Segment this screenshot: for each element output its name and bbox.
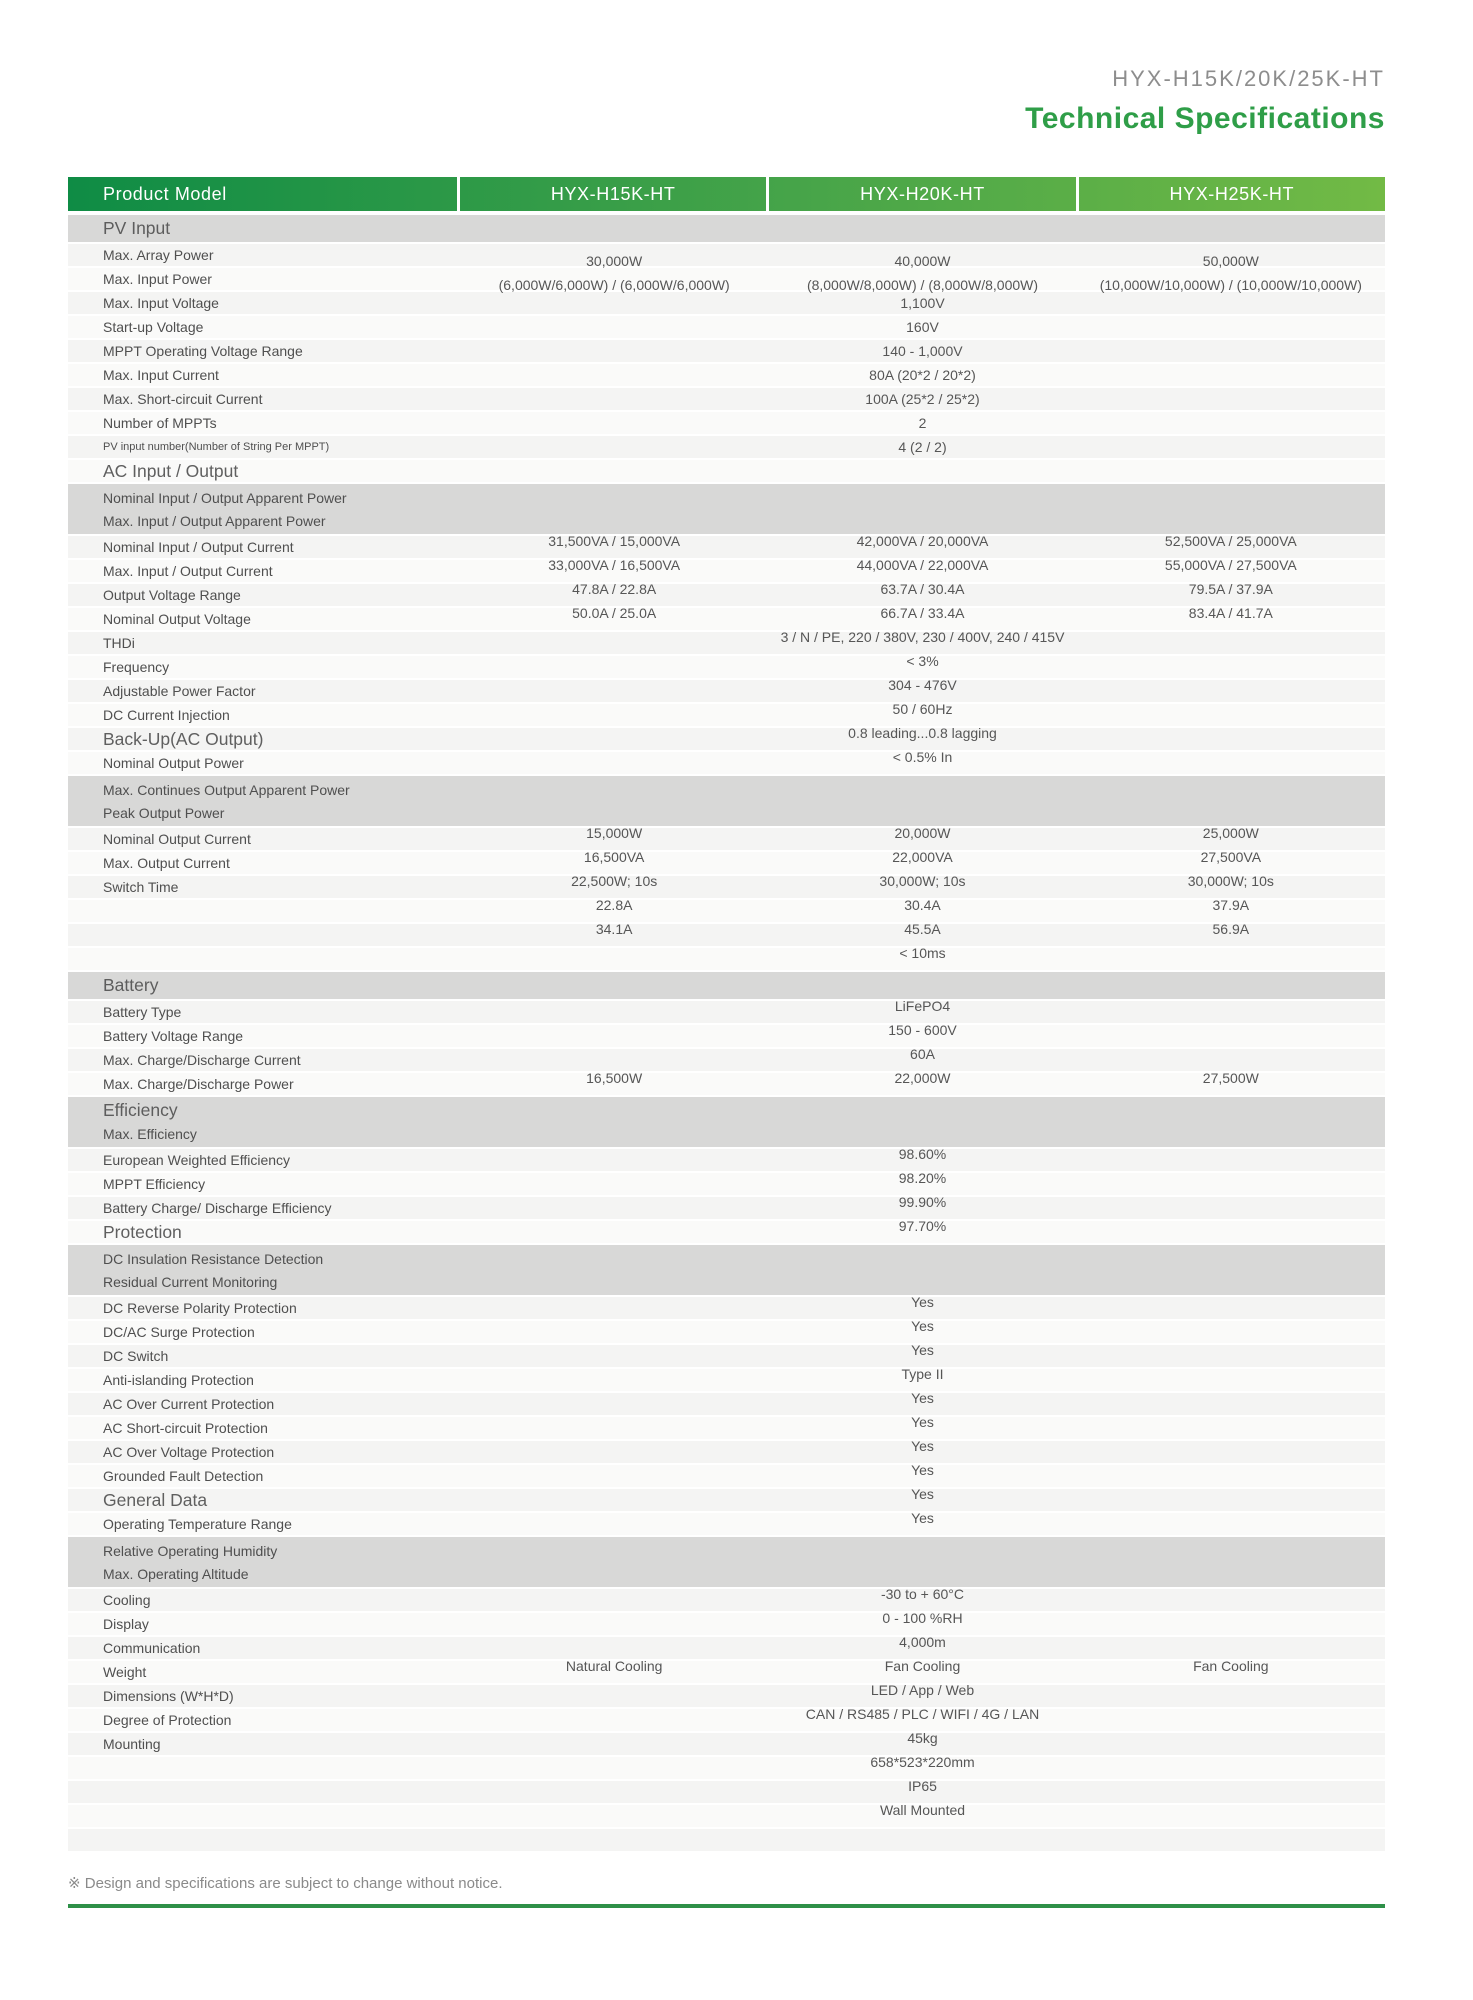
spec-value: 55,000VA / 27,500VA	[1164, 557, 1297, 573]
spec-value: 98.20%	[898, 1170, 947, 1186]
spec-value: Yes	[911, 1294, 934, 1310]
spec-value: Yes	[911, 1510, 934, 1526]
spec-value: Type II	[901, 1366, 944, 1382]
spec-values	[460, 897, 1385, 913]
spec-value: 15,000W	[586, 825, 643, 841]
spec-values	[460, 1730, 1385, 1746]
spec-values	[460, 1778, 1385, 1794]
spec-value: 44,000VA / 22,000VA	[856, 557, 989, 573]
spec-values	[460, 873, 1385, 889]
spec-values	[460, 1022, 1385, 1038]
spec-value: 37.9A	[1212, 897, 1250, 913]
spec-value: 79.5A / 37.9A	[1188, 581, 1273, 597]
spec-label: Max. Input / Output Apparent Power	[103, 512, 326, 529]
spec-value: 66.7A / 33.4A	[880, 605, 965, 621]
spec-label: Max. Charge/Discharge Current	[103, 1052, 301, 1068]
section-band	[68, 776, 1385, 828]
spec-value: -30 to + 60°C	[880, 1586, 965, 1602]
spec-label: Max. Input / Output Current	[103, 563, 273, 579]
spec-table-body	[68, 215, 1385, 1853]
spec-values	[460, 1510, 1385, 1526]
spec-label: Max. Array Power	[103, 247, 214, 263]
spec-values	[460, 1294, 1385, 1310]
spec-label: Nominal Output Current	[103, 831, 251, 847]
bottom-rule	[68, 1904, 1385, 1908]
spec-value: IP65	[908, 1778, 937, 1794]
spec-value: (10,000W/10,000W) / (10,000W/10,000W)	[1099, 277, 1362, 293]
section-title: Protection	[103, 1221, 182, 1242]
spec-values	[460, 391, 1385, 407]
table-header-row	[68, 177, 1385, 211]
spec-value: 97.70%	[898, 1218, 947, 1234]
spec-value: 52,500VA / 25,000VA	[1164, 533, 1297, 549]
spec-values	[460, 1046, 1385, 1062]
spec-value: 30,000W; 10s	[879, 873, 966, 889]
section-title: Efficiency	[103, 1100, 178, 1120]
column-header-h15k: HYX-H15K-HT	[460, 177, 769, 211]
spec-value: 0.8 leading...0.8 lagging	[848, 725, 997, 741]
spec-row	[68, 460, 1385, 484]
section-band	[68, 1245, 1385, 1297]
spec-values	[460, 1318, 1385, 1334]
spec-values	[460, 1146, 1385, 1162]
spec-label: Max. Continues Output Apparent Power	[103, 781, 350, 798]
spec-values	[460, 1586, 1385, 1602]
spec-values	[460, 557, 1385, 573]
spec-label: Adjustable Power Factor	[103, 683, 256, 699]
spec-label: DC/AC Surge Protection	[103, 1324, 255, 1340]
spec-values	[460, 295, 1385, 311]
footnote: ※ Design and specifications are subject to change without notice.	[68, 1875, 503, 1892]
spec-label: Max. Input Voltage	[103, 295, 219, 311]
product-model-code: HYX-H15K/20K/25K-HT	[1112, 66, 1385, 91]
spec-label: Frequency	[103, 659, 170, 675]
spec-label: Battery Type	[103, 1004, 182, 1020]
spec-row	[68, 388, 1385, 412]
spec-value: Fan Cooling	[1193, 1658, 1269, 1674]
spec-values	[460, 319, 1385, 335]
spec-values	[460, 701, 1385, 717]
spec-values	[460, 367, 1385, 383]
spec-label: Max. Charge/Discharge Power	[103, 1076, 294, 1092]
spec-label: MPPT Efficiency	[103, 1176, 206, 1192]
spec-value: LiFePO4	[894, 998, 951, 1014]
section-band	[68, 215, 1385, 244]
spec-label: MPPT Operating Voltage Range	[103, 343, 303, 359]
spec-values	[460, 629, 1385, 645]
spec-values	[460, 849, 1385, 865]
spec-label: Nominal Input / Output Current	[103, 539, 294, 555]
spec-values	[460, 1070, 1385, 1086]
spec-value: Fan Cooling	[884, 1658, 961, 1674]
spec-value: 4,000m	[899, 1634, 946, 1650]
spec-label: DC Insulation Resistance Detection	[103, 1250, 324, 1267]
spec-values	[460, 677, 1385, 693]
spec-value: LED / App / Web	[870, 1682, 975, 1698]
spec-value: CAN / RS485 / PLC / WIFI / 4G / LAN	[805, 1706, 1040, 1722]
spec-label: PV input number(Number of String Per MPPT)	[103, 441, 330, 453]
spec-value: 0 - 100 %RH	[882, 1610, 963, 1626]
section-title: AC Input / Output	[103, 460, 239, 481]
spec-label: Max. Input Power	[103, 271, 212, 287]
spec-label: Nominal Input / Output Apparent Power	[103, 489, 347, 506]
spec-row	[68, 340, 1385, 364]
spec-value: 60A	[910, 1046, 935, 1062]
spec-value: 34.1A	[595, 921, 633, 937]
spec-values	[460, 1610, 1385, 1626]
spec-value: (6,000W/6,000W) / (6,000W/6,000W)	[498, 277, 730, 293]
spec-values	[460, 1706, 1385, 1722]
section-band	[68, 1537, 1385, 1589]
page-title: Technical Specifications	[1025, 102, 1385, 135]
spec-value: 42,000VA / 20,000VA	[856, 533, 989, 549]
spec-value: 45kg	[907, 1730, 938, 1746]
spec-row	[68, 1218, 1385, 1245]
spec-value: 4 (2 / 2)	[898, 439, 947, 455]
spec-values	[460, 581, 1385, 597]
spec-value: 50 / 60Hz	[892, 701, 953, 717]
spec-values	[460, 439, 1385, 455]
spec-values	[460, 1366, 1385, 1382]
spec-value: 140 - 1,000V	[882, 343, 963, 359]
spec-value: 63.7A / 30.4A	[880, 581, 965, 597]
spec-values	[460, 1390, 1385, 1406]
spec-value: 27,500W	[1202, 1070, 1259, 1086]
spec-label: Max. Output Current	[103, 855, 230, 871]
spec-value: 25,000W	[1202, 825, 1259, 841]
spec-value: 83.4A / 41.7A	[1188, 605, 1273, 621]
spec-value: 658*523*220mm	[870, 1754, 975, 1770]
spec-label: Operating Temperature Range	[103, 1516, 292, 1532]
spec-value: 50,000W	[1202, 253, 1259, 269]
spec-label: AC Over Current Protection	[103, 1396, 275, 1412]
spec-value: Wall Mounted	[879, 1802, 966, 1818]
spec-row	[68, 945, 1385, 972]
spec-row	[68, 364, 1385, 388]
spec-value: Yes	[911, 1390, 934, 1406]
spec-label: Weight	[103, 1664, 147, 1680]
spec-label: AC Short-circuit Protection	[103, 1420, 268, 1436]
column-header-product-model: Product Model	[68, 177, 460, 211]
spec-label: Output Voltage Range	[103, 587, 241, 603]
spec-label: Mounting	[103, 1736, 161, 1752]
spec-row	[68, 1829, 1385, 1853]
spec-values	[460, 921, 1385, 937]
spec-value: 47.8A / 22.8A	[572, 581, 657, 597]
spec-values	[460, 653, 1385, 669]
spec-value: 80A (20*2 / 20*2)	[869, 367, 976, 383]
spec-value: 27,500VA	[1200, 849, 1262, 865]
spec-values	[460, 277, 1385, 293]
spec-value: 16,500VA	[583, 849, 645, 865]
spec-value: (8,000W/8,000W) / (8,000W/8,000W)	[806, 277, 1039, 293]
spec-label: THDi	[103, 635, 135, 651]
spec-value: 20,000W	[894, 825, 951, 841]
spec-value: 40,000W	[894, 253, 951, 269]
spec-value: Yes	[911, 1414, 934, 1430]
spec-value: Natural Cooling	[565, 1658, 663, 1674]
spec-value: Yes	[911, 1486, 934, 1502]
spec-row	[68, 436, 1385, 460]
spec-value: 22,000VA	[892, 849, 953, 865]
spec-value: < 3%	[906, 653, 939, 669]
spec-label: Anti-islanding Protection	[103, 1372, 254, 1388]
spec-value: 30,000W	[586, 253, 643, 269]
spec-value: 99.90%	[898, 1194, 947, 1210]
spec-values	[460, 343, 1385, 359]
spec-row	[68, 244, 1385, 268]
spec-label: Number of MPPTs	[103, 415, 217, 431]
spec-label: Battery Voltage Range	[103, 1028, 244, 1044]
spec-value: 160V	[906, 319, 939, 335]
spec-value: 150 - 600V	[888, 1022, 957, 1038]
spec-values	[460, 945, 1385, 961]
spec-label: Nominal Output Voltage	[103, 611, 251, 627]
spec-row	[68, 412, 1385, 436]
spec-value: Yes	[911, 1318, 934, 1334]
spec-label: Grounded Fault Detection	[103, 1468, 264, 1484]
spec-label: Switch Time	[103, 879, 179, 895]
spec-values	[460, 1218, 1385, 1234]
spec-value: Yes	[911, 1462, 934, 1478]
spec-value: 33,000VA / 16,500VA	[548, 557, 681, 573]
spec-value: 22,500W; 10s	[571, 873, 658, 889]
column-header-h20k: HYX-H20K-HT	[769, 177, 1078, 211]
section-band	[68, 972, 1385, 1001]
spec-row	[68, 292, 1385, 316]
spec-values	[460, 1414, 1385, 1430]
spec-row	[68, 1510, 1385, 1537]
spec-value: 56.9A	[1212, 921, 1250, 937]
column-header-h25k: HYX-H25K-HT	[1169, 183, 1295, 204]
spec-values	[460, 1658, 1385, 1674]
spec-row	[68, 316, 1385, 340]
spec-label: Start-up Voltage	[103, 319, 204, 335]
document-header	[1025, 66, 1385, 136]
spec-label: Display	[103, 1616, 149, 1632]
spec-value: 30.4A	[904, 897, 941, 913]
spec-value: 98.60%	[898, 1146, 947, 1162]
spec-label: Relative Operating Humidity	[103, 1542, 278, 1559]
spec-values	[460, 415, 1385, 431]
spec-values	[460, 1194, 1385, 1210]
spec-values	[460, 253, 1385, 269]
section-band	[68, 1097, 1385, 1149]
section-title: Battery	[103, 975, 159, 995]
spec-value: Yes	[911, 1342, 934, 1358]
section-title: General Data	[103, 1489, 208, 1510]
spec-value: 22.8A	[595, 897, 633, 913]
spec-values	[460, 1170, 1385, 1186]
spec-values	[460, 1438, 1385, 1454]
spec-values	[460, 749, 1385, 765]
spec-label: DC Switch	[103, 1348, 169, 1364]
spec-values	[460, 1682, 1385, 1698]
spec-values	[460, 1486, 1385, 1502]
spec-values	[460, 1754, 1385, 1770]
spec-label: Peak Output Power	[103, 804, 225, 821]
spec-values	[460, 1462, 1385, 1478]
spec-values	[460, 1802, 1385, 1818]
section-title: PV Input	[103, 218, 171, 238]
spec-row	[68, 1070, 1385, 1097]
spec-value: 304 - 476V	[888, 677, 957, 693]
spec-values	[460, 998, 1385, 1014]
spec-value: < 10ms	[899, 945, 946, 961]
spec-row	[68, 749, 1385, 776]
spec-value: 22,000W	[894, 1070, 951, 1086]
spec-value: 2	[918, 415, 927, 431]
spec-table	[68, 177, 1385, 1853]
spec-values	[460, 533, 1385, 549]
spec-values	[460, 725, 1385, 741]
spec-values	[460, 825, 1385, 841]
spec-values	[460, 605, 1385, 621]
spec-label: Dimensions (W*H*D)	[103, 1688, 234, 1704]
spec-value: 50.0A / 25.0A	[572, 605, 657, 621]
spec-label: Cooling	[103, 1592, 151, 1608]
spec-label: Max. Operating Altitude	[103, 1565, 249, 1582]
spec-label: DC Current Injection	[103, 707, 230, 723]
spec-value: 100A (25*2 / 25*2)	[865, 391, 980, 407]
spec-values	[460, 1342, 1385, 1358]
section-title: Back-Up(AC Output)	[103, 728, 264, 749]
spec-label: Nominal Output Power	[103, 755, 244, 771]
spec-label: Battery Charge/ Discharge Efficiency	[103, 1200, 332, 1216]
spec-value: 3 / N / PE, 220 / 380V, 230 / 400V, 240 / 415V	[780, 629, 1065, 645]
spec-values	[460, 1634, 1385, 1650]
spec-label: Residual Current Monitoring	[103, 1273, 278, 1290]
spec-row	[68, 1802, 1385, 1829]
spec-label: Max. Efficiency	[103, 1125, 197, 1142]
spec-label: AC Over Voltage Protection	[103, 1444, 275, 1460]
spec-value: < 0.5% In	[892, 749, 953, 765]
spec-value: 1,100V	[900, 295, 945, 311]
spec-value: 16,500W	[586, 1070, 643, 1086]
spec-label: Communication	[103, 1640, 201, 1656]
spec-value: 31,500VA / 15,000VA	[548, 533, 681, 549]
section-band	[68, 484, 1385, 536]
spec-value: 30,000W; 10s	[1187, 873, 1274, 889]
spec-label: European Weighted Efficiency	[103, 1152, 291, 1168]
spec-value: Yes	[911, 1438, 934, 1454]
spec-label: Max. Short-circuit Current	[103, 391, 263, 407]
spec-label: Max. Input Current	[103, 367, 219, 383]
spec-value: 45.5A	[904, 921, 941, 937]
spec-label: DC Reverse Polarity Protection	[103, 1300, 297, 1316]
spec-label: Degree of Protection	[103, 1712, 232, 1728]
spec-row	[68, 268, 1385, 292]
